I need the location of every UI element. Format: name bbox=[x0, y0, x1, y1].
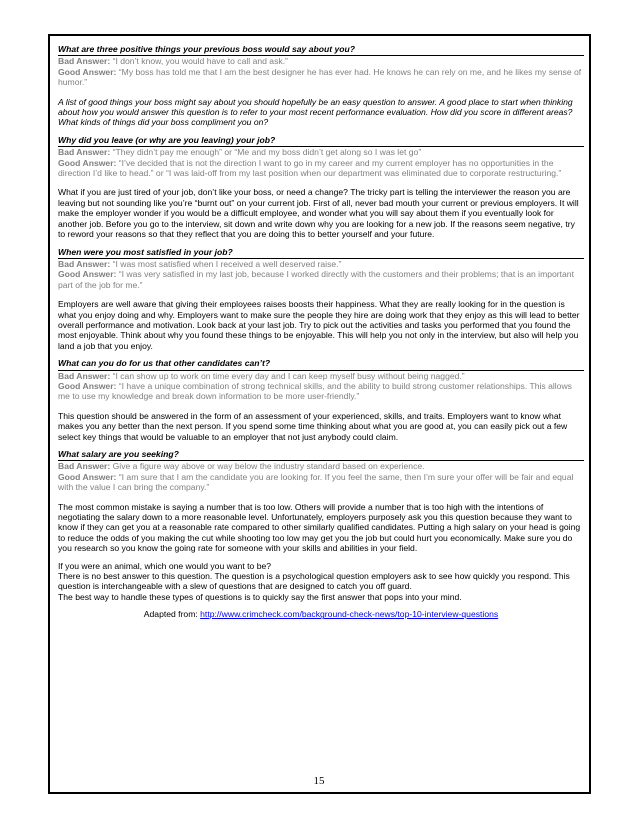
question-heading: What are three positive things your previous boss would say about you? bbox=[58, 44, 584, 56]
good-answer-label: Good Answer: bbox=[58, 269, 117, 280]
bad-answer-label: Bad Answer: bbox=[58, 461, 111, 472]
good-answer-label: Good Answer: bbox=[58, 66, 117, 77]
bad-answer bbox=[58, 461, 584, 471]
explanation-paragraph: The most common mistake is saying a number that is too low. Others will provide a number that is too high with the intentions of negotiating the salary down to a more reasonable level. Unfortunately, employers purposely ask you this question because they want to know if they can get you at a reasonable rate compared to other similarly qualified candidates. Putting a high salary on your head is going to reduce the odds of you making the cut while shooting too low may get you the job but could hurt you economically. Make sure you do you research so you know the going rate for someone with your skills and abilities in your field. bbox=[58, 501, 581, 554]
good-answer-label: Good Answer: bbox=[58, 157, 117, 168]
good-answer-label: Good Answer: bbox=[58, 380, 117, 391]
explanation-paragraph: This question should be answered in the form of an assessment of your experienced, skills, and traits. Employers want to know what makes you any better than the next person. If you spend some time thinking about what you are good at, you can easily pick out a few select key things that would be valuable to an employer that not just anybody could claim. bbox=[58, 410, 568, 442]
bad-answer-text: “I was most satisfied when I received a well deserved raise.” bbox=[110, 258, 342, 269]
bad-answer-label: Bad Answer: bbox=[58, 147, 111, 158]
question-heading: What can you do for us that other candidates can’t? bbox=[58, 358, 584, 370]
bad-answer bbox=[58, 147, 584, 157]
good-answer bbox=[58, 67, 584, 88]
bad-answer-label: Bad Answer: bbox=[58, 56, 111, 67]
question-heading: When were you most satisfied in your job? bbox=[58, 247, 584, 259]
explanation-paragraph: What if you are just tired of your job, don’t like your boss, or need a change? The tricky part is telling the interviewer the reason you are leaving but not sounding like you’re “burnt out” on your current job. First of all, never bad mouth your current or previous employers. It will make the employer wonder if you would be a difficult employee, and wonder what you will say about them if you eventually look for another job. Before you go to the interview, sit down and write down why you are looking for a new job. If the reasons seem negative, try to reword your reasons so that they reflect that you are doing this to better yourself and your future. bbox=[58, 187, 579, 240]
good-answer-text: “I am sure that I am the candidate you are looking for. If you feel the same, then I’m sure your offer will be fair and equal with the value I can bring the company.” bbox=[58, 471, 574, 493]
good-answer bbox=[58, 269, 584, 290]
good-answer-text: “I have a unique combination of strong technical skills, and the ability to build strong customer relationships. This allows me to use my knowledge and break down information to be more user-friendly.” bbox=[58, 380, 572, 402]
bad-answer bbox=[58, 56, 584, 66]
good-answer-text: “I’ve decided that is not the direction I want to go in my career and my current employer has no opportunities in the direction I’d like to head.” or “I was laid-off from my last position when our department was eliminated due to corporate restructuring.” bbox=[58, 157, 562, 179]
qa-section bbox=[58, 135, 584, 240]
good-answer bbox=[58, 381, 584, 402]
good-answer-text: “My boss has told me that I am the best designer he has ever had. He knows he can rely on me, and he likes my sense of humor.” bbox=[58, 66, 582, 88]
closing-line-question: If you were an animal, which one would you want to be? bbox=[58, 560, 272, 571]
bad-answer-label: Bad Answer: bbox=[58, 258, 111, 269]
source-prefix: Adapted from: bbox=[143, 609, 201, 620]
bad-answer-text: Give a figure way above or way below the industry standard based on experience. bbox=[110, 461, 425, 472]
qa-section bbox=[58, 449, 584, 554]
closing-section bbox=[58, 561, 584, 603]
source-attribution bbox=[58, 609, 584, 619]
qa-section bbox=[58, 247, 584, 352]
qa-section bbox=[58, 44, 584, 128]
page-content bbox=[58, 44, 584, 620]
bad-answer bbox=[58, 259, 584, 269]
explanation-paragraph: Employers are well aware that giving their employees raises boosts their happiness. What they are really looking for in the question is what you enjoy doing and why. Employers want to make sure the people they hire are doing work that they enjoy as this will lead to better overall performance and motivation. Look back at your last job. Try to pick out the activities and tasks you performed that you found the most enjoyable. Think about why you found these things to be enjoyable. This will help you not only in the interview, but also will help you land a job that you enjoy. bbox=[58, 299, 580, 351]
bad-answer-label: Bad Answer: bbox=[58, 370, 111, 381]
bad-answer-text: “I don’t know, you would have to call and ask.” bbox=[110, 56, 288, 67]
bad-answer-text: “They didn’t pay me enough” or “Me and my boss didn’t get along so I was let go” bbox=[110, 147, 422, 158]
qa-section bbox=[58, 358, 584, 442]
good-answer-text: “I was very satisfied in my last job, because I worked directly with the customers and their problems; that is an important part of the job for me.” bbox=[58, 269, 574, 290]
good-answer-label: Good Answer: bbox=[58, 471, 117, 482]
bad-answer bbox=[58, 371, 584, 381]
closing-line-advice: The best way to handle these types of questions is to quickly say the first answer that pops into your mind. bbox=[58, 591, 462, 602]
question-heading: What salary are you seeking? bbox=[58, 449, 584, 461]
closing-line-explanation: There is no best answer to this question. The question is a psychological question employers ask to see how quickly you respond. This question is interchangeable with a slew of questions that are designed to catch you off guard. bbox=[58, 571, 570, 592]
good-answer bbox=[58, 472, 584, 493]
bad-answer-text: “I can show up to work on time every day and I can keep myself busy without being nagged.” bbox=[110, 370, 465, 381]
page-number: 15 bbox=[313, 775, 325, 787]
question-heading: Why did you leave (or why are you leaving) your job? bbox=[58, 135, 584, 147]
source-link[interactable]: http://www.crimcheck.com/background-check-news/top-10-interview-questions bbox=[200, 609, 499, 620]
good-answer bbox=[58, 158, 584, 179]
explanation-paragraph: A list of good things your boss might say about you should hopefully be an easy question to answer. A good place to start when thinking about how you would answer this question is to refer to your most recent performance evaluation. How did you score in different areas? What kinds of things did your boss compliment you on? bbox=[58, 96, 573, 128]
